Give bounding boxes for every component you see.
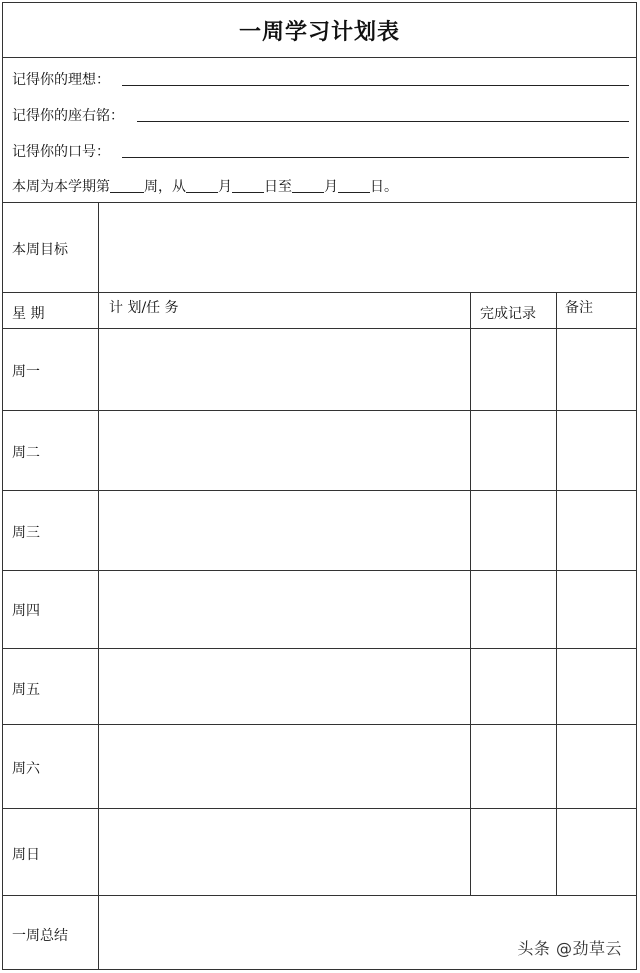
day-label-tue: 周二 xyxy=(12,445,40,461)
page-title: 一周学习计划表 xyxy=(238,20,400,45)
motto-label: 记得你的座右铭： xyxy=(12,108,124,124)
day-label-thu: 周四 xyxy=(12,603,40,619)
slogan-label: 记得你的口号： xyxy=(12,144,110,160)
month-label-2: 月 xyxy=(324,179,338,195)
summary-label: 一周总结 xyxy=(12,928,68,944)
day-label-mon: 周一 xyxy=(12,364,40,380)
week-prefix: 本周为本学期第 xyxy=(12,179,110,195)
column-divider-note xyxy=(556,292,557,896)
watermark: 头条 @劲草云 xyxy=(517,939,622,958)
ideal-label: 记得你的理想： xyxy=(12,72,110,88)
study-plan-sheet xyxy=(2,2,637,970)
end-month-field[interactable] xyxy=(292,178,324,193)
day-label-1: 日至 xyxy=(264,179,292,195)
header-record: 完成记录 xyxy=(480,306,536,322)
month-label-1: 月 xyxy=(218,179,232,195)
week-range-line xyxy=(12,176,398,196)
header-plan: 计 划/任 务 xyxy=(109,300,179,316)
day-label-wed: 周三 xyxy=(12,525,40,541)
slogan-field[interactable] xyxy=(122,157,629,158)
goal-label: 本周目标 xyxy=(12,242,68,258)
week-unit: 周，从 xyxy=(144,179,186,195)
week-number-field[interactable] xyxy=(110,178,144,193)
column-divider-record xyxy=(470,292,471,896)
column-divider-label xyxy=(98,202,99,969)
start-day-field[interactable] xyxy=(232,178,264,193)
day-label-sun: 周日 xyxy=(12,847,40,863)
day-label-2: 日。 xyxy=(370,179,398,195)
start-month-field[interactable] xyxy=(186,178,218,193)
day-label-sat: 周六 xyxy=(12,761,40,777)
ideal-field[interactable] xyxy=(122,85,629,86)
title-divider xyxy=(3,57,636,58)
day-label-fri: 周五 xyxy=(12,682,40,698)
header-day: 星 期 xyxy=(12,306,45,322)
motto-field[interactable] xyxy=(137,121,629,122)
header-note: 备注 xyxy=(565,300,593,316)
end-day-field[interactable] xyxy=(338,178,370,193)
